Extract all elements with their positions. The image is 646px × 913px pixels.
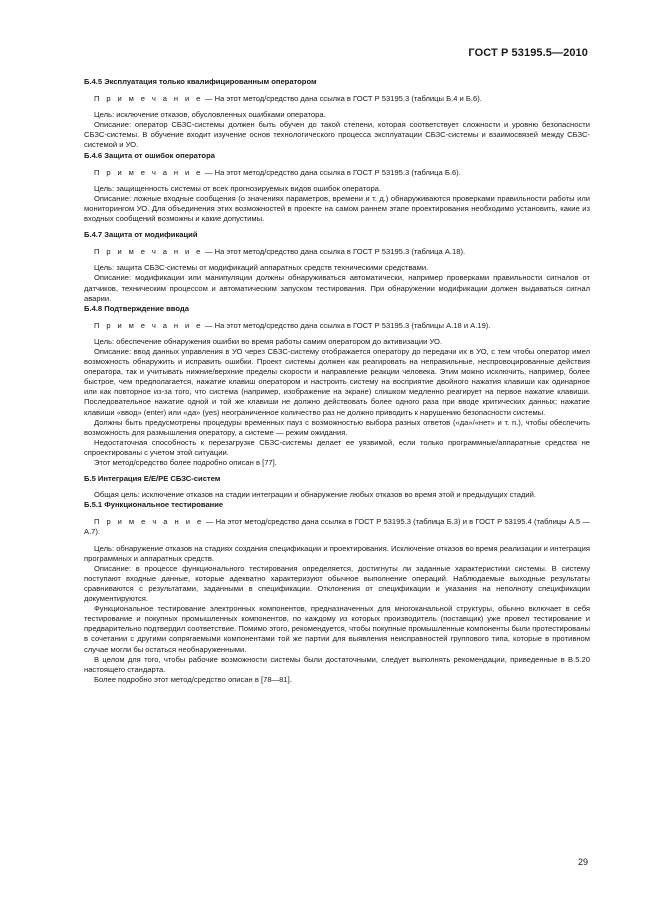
note-text: — На этот метод/средство дана ссылка в ГОСТ Р 53195.3 (таблица Б.6). — [202, 167, 461, 177]
paragraph: Более подробно этот метод/средство описан в [78—81]. — [94, 674, 292, 684]
paragraph: Недостаточная способность к перезагрузке СБЗС-системы делает ее уязвимой, если только программные/аппаратные средства не спроектированы с учетом этой ситуации. — [84, 437, 590, 457]
paragraph: Цель: обеспечение обнаружения ошибки во время работы самим оператором до активизации УО. — [94, 336, 443, 346]
note — [84, 321, 590, 331]
note-text: — На этот метод/средство дана ссылка в ГОСТ Р 53195.3 (таблица А.18). — [202, 247, 466, 257]
note-label: П р и м е ч а н и е — [94, 320, 203, 330]
section-heading: Б.5 Интеграция Е/Е/РЕ СБЗС-систем — [84, 474, 221, 484]
document-header: ГОСТ Р 53195.5—2010 — [468, 47, 588, 59]
section-heading: Б.5.1 Функциональное тестирование — [84, 500, 224, 510]
paragraph: В целом для того, чтобы рабочие возможности системы были достаточными, следует выполнять рекомендации, приведенные в В.5.20 настоящего стандарта. — [84, 654, 590, 674]
note-text: — На этот метод/средство дана ссылка в ГОСТ Р 53195.3 (таблицы А.18 и А.19). — [202, 320, 491, 330]
note-text: — На этот метод/средство дана ссылка в ГОСТ Р 53195.3 (таблица Б.3) и в ГОСТ Р 53195.4 (таблицы А.5 — А.7). — [84, 517, 591, 537]
note — [84, 168, 590, 178]
paragraph: Должны быть предусмотрены процедуры временных пауз с возможностью выбора разных ответов («да»/«нет» и т. п.), чтобы обеспечить возможность для размышления оператору, а системе — режим ожидания. — [84, 417, 590, 437]
section-heading: Б.4.7 Защита от модификаций — [84, 230, 198, 240]
note — [84, 517, 590, 537]
paragraph: Цель: защита СБЗС-системы от модификаций аппаратных средств техническими средствами. — [94, 263, 429, 273]
section-heading: Б.4.6 Защита от ошибок оператора — [84, 150, 215, 160]
paragraph: Цель: обнаружение отказов на стадиях создания спецификации и проектирования. Исключение отказов во время реализации и интеграция программных и аппаратных средств. — [84, 543, 591, 563]
paragraph: Цель: защищенность системы от всех прогнозируемых видов ошибок оператора. — [94, 183, 382, 193]
note-label: П р и м е ч а н и е — [94, 517, 204, 527]
paragraph: Этот метод/средство более подробно описан в [77]. — [94, 458, 277, 467]
paragraph: Описание: ложные входные сообщения (о значениях параметров, времени и т. д.) обнаруживаются проверками правильности работы или мониторингом УО. Для объединения этих возможностей в проекте на самом раннем этапе проектирования необходимо установить, какие из входных сообщений возможны и какие допустимы. — [84, 193, 590, 224]
section-heading: Б.4.5 Эксплуатация только квалифицированным оператором — [84, 77, 317, 86]
paragraph: Описание: оператор СБЗС-системы должен быть обучен до такой степени, которая соответствует сложности и уровню безопасности СБЗС-системы. В обучение входит изучение основ технологического процесса эксплуатации СБЗС-системы и взаимосвязей между СБЗС-системой и УО. — [84, 120, 590, 150]
page-number: 29 — [577, 857, 588, 867]
paragraph: Функциональное тестирование электронных компонентов, предназначенных для многоканальной структуры, обычно включает в себя тестирование и покупных промышленных компонентов, по каждому из которых производитель (поставщик) уже провел тестирование и предварительно подтвердил соответствие. Помимо этого, рекомендуется, чтобы покупные промышленные компоненты были протестированы в сочетании с другими сопрягаемыми компонентами той же партии для выявления неисправностей группового типа, которые в противном случае могли бы остаться необнаруженными. — [84, 604, 590, 654]
paragraph: Описание: модификации или манипуляции должны обнаруживаться автоматически, например проверками правильности сигналов от датчиков, техническим процессом и автоматическим запуском тестирования. При обнаружении модификации должен выдаваться сигнал аварии. — [84, 273, 590, 303]
note-label: П р и м е ч а н и е — [94, 94, 203, 104]
note-label: П р и м е ч а н и е — [94, 247, 203, 257]
section-heading: Б.4.8 Подтверждение ввода — [84, 303, 189, 313]
note — [84, 94, 590, 104]
note-text: — На этот метод/средство дана ссылка в ГОСТ Р 53195.3 (таблицы Б.4 и Б.6). — [202, 94, 482, 104]
document-body — [84, 77, 590, 685]
paragraph: Описание: в процессе функционального тестирования определяется, достигнуты ли заданные характеристики системы. В систему поступают входные данные, которые адекватно характеризуют обычное выполнение операций. Наблюдаемые выходные результаты сравниваются с результатами, заданными в спецификации. Отклонения от спецификации и указания на неполноту спецификации документируются. — [84, 563, 590, 604]
paragraph: Цель: исключение отказов, обусловленных ошибками оператора. — [94, 110, 326, 120]
paragraph: Общая цель: исключение отказов на стадии интеграции и обнаружение любых отказов во время этой и предыдущих стадий. — [94, 490, 537, 500]
note — [84, 247, 590, 257]
paragraph: Описание: ввод данных управления в УО через СБЗС-систему отображается оператору до передачи их в УО, с тем чтобы оператор имел возможность обнаружить и исправить ошибки. Проект системы должен как реагировать на неправильные, неспровоцированные действия оператора, так и учитывать нижние/верхние пределы скорости и направление реакции человека. Этим можно исключить, например, более быстрое, чем предполагается, нажатие клавиш оператором и настроить систему на восприятие двойного нажатия клавиши как одинарное или как повторное из-за того, что система (например, изображение на экране) слишком медленно реагирует на первое нажатие клавиши. Последовательное нажатие одной и той же клавиши не должно действовать более одного раза при вводе критических данных; нажатие клавиши «ввод» (enter) или «да» (yes) неограниченное количество раз не должно приводить к нарушению безопасности системы. — [84, 346, 590, 417]
note-label: П р и м е ч а н и е — [94, 167, 203, 177]
